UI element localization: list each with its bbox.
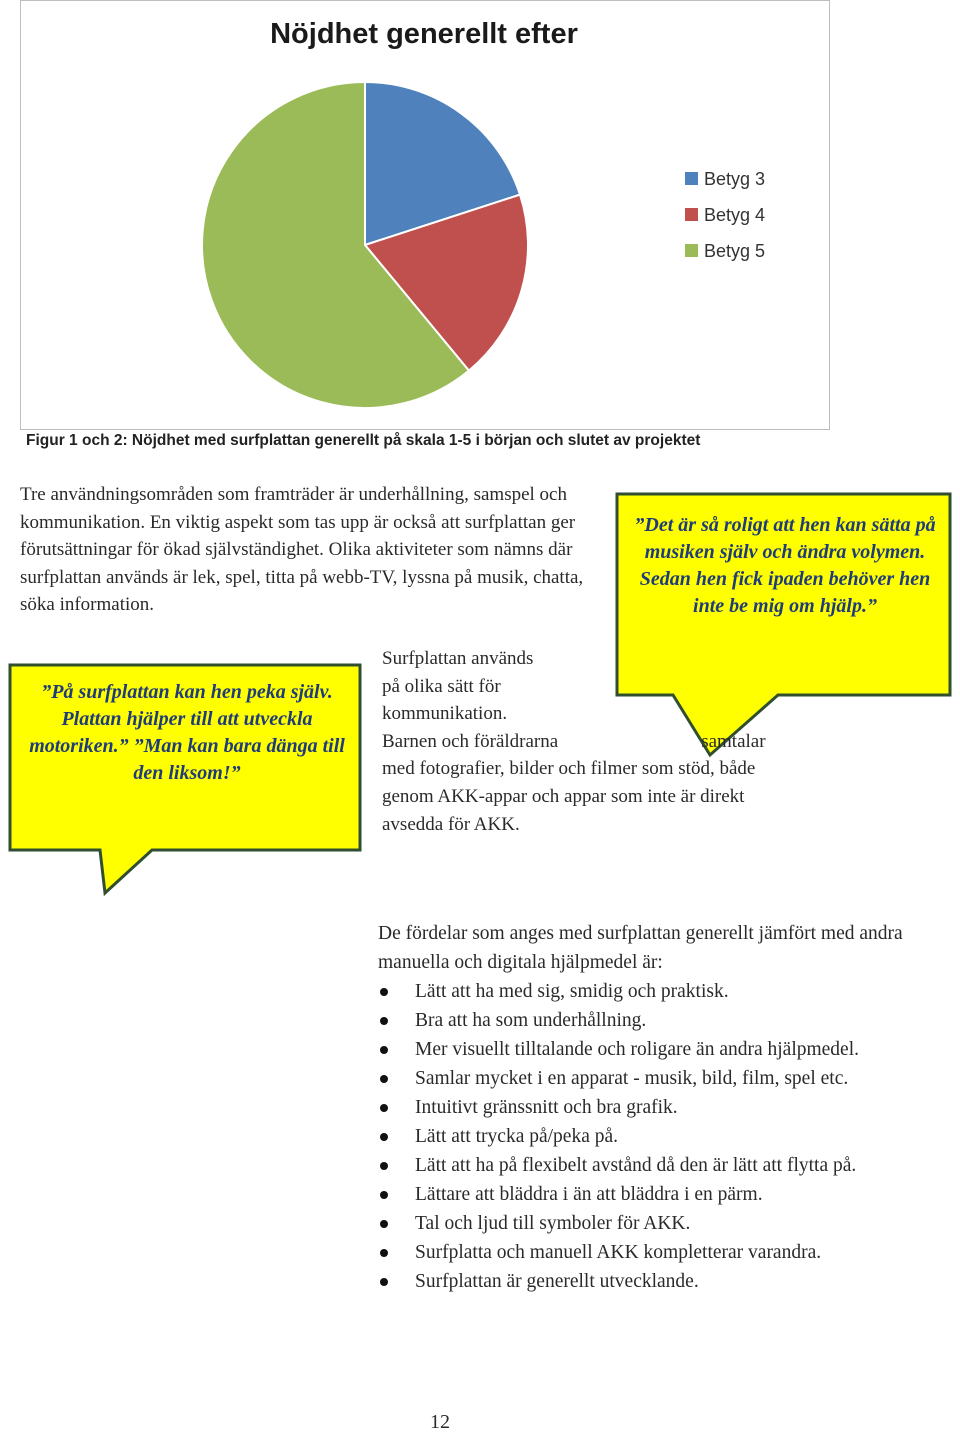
- mid-line-4: [382, 728, 862, 756]
- legend-label: Betyg 4: [704, 205, 766, 225]
- legend-label: Betyg 5: [704, 241, 766, 261]
- list-item: Surfplattan är generellt utvecklande.: [378, 1267, 960, 1296]
- chart-title: Nöjdhet generellt efter: [270, 18, 578, 50]
- list-item: Mer visuellt tilltalande och roligare än andra hjälpmedel.: [378, 1035, 960, 1064]
- page-number: 12: [430, 1411, 450, 1433]
- list-item: Surfplatta och manuell AKK kompletterar varandra.: [378, 1238, 960, 1267]
- benefits-list: [378, 977, 960, 1296]
- list-item: Lätt att trycka på/peka på.: [378, 1122, 960, 1151]
- bullet-icon: [380, 988, 388, 996]
- callout-right-quote: ”Det är så roligt att hen kan sätta på musiken själv och ändra volymen. Sedan hen fick ipaden behöver hen inte be mig om hjälp.”: [634, 514, 936, 617]
- bullet-icon: [380, 1017, 388, 1025]
- mid-line-5: med fotografier, bilder och filmer som stöd, både: [382, 758, 756, 780]
- bullet-icon: [380, 1220, 388, 1228]
- callout-left-quote: ”På surfplattan kan hen peka själv. Plattan hjälper till att utveckla motoriken.” ”Man kan bara dänga till den liksom!”: [29, 681, 345, 784]
- bullet-icon: [380, 1162, 388, 1170]
- bullet-icon: [380, 1075, 388, 1083]
- list-item: Intuitivt gränssnitt och bra grafik.: [378, 1093, 960, 1122]
- mid-line-6: genom AKK-appar och appar som inte är direkt: [382, 785, 745, 807]
- legend-label: Betyg 3: [704, 169, 766, 189]
- paragraph-usage-areas: Tre användningsområden som framträder är underhållning, samspel och kommunikation. En viktig aspekt som tas upp är också att surfplattan ger förutsättningar för ökad självständighet. Olika aktiviteter som nämns där surfplattan används är lek, spel, titta på webb-TV, lyssna på musik, chatta, söka information.: [20, 484, 584, 616]
- list-item: Samlar mycket i en apparat - musik, bild, film, spel etc.: [378, 1064, 960, 1093]
- list-item: Tal och ljud till symboler för AKK.: [378, 1209, 960, 1238]
- list-item: Lätt att ha med sig, smidig och praktisk.: [378, 977, 960, 1006]
- mid-line-2: på olika sätt för: [382, 675, 501, 697]
- bullet-icon: [380, 1133, 388, 1141]
- mid-line-7: avsedda för AKK.: [382, 813, 520, 835]
- mid-line-1: Surfplattan används: [382, 648, 534, 669]
- list-item: Bra att ha som underhållning.: [378, 1006, 960, 1035]
- bullet-icon: [380, 1046, 388, 1054]
- paragraph-communication: [382, 645, 862, 838]
- list-item: Lätt att ha på flexibelt avstånd då den är lätt att flytta på.: [378, 1151, 960, 1180]
- mid-line-3: kommunikation.: [382, 703, 508, 725]
- benefits-intro: De fördelar som anges med surfplattan generellt jämfört med andra manuella och digitala hjälpmedel är:: [378, 923, 903, 973]
- bullet-icon: [380, 1249, 388, 1257]
- bullet-icon: [380, 1104, 388, 1112]
- bullet-icon: [380, 1191, 388, 1199]
- mid-line-4a: Barnen och föräldrarna: [382, 730, 559, 752]
- mid-line-4b: samtalar: [701, 730, 766, 752]
- list-item: Lättare att bläddra i än att bläddra i en pärm.: [378, 1180, 960, 1209]
- bullet-icon: [380, 1278, 388, 1286]
- figure-caption: Figur 1 och 2: Nöjdhet med surfplattan generellt på skala 1-5 i början och slutet av projektet: [26, 432, 701, 449]
